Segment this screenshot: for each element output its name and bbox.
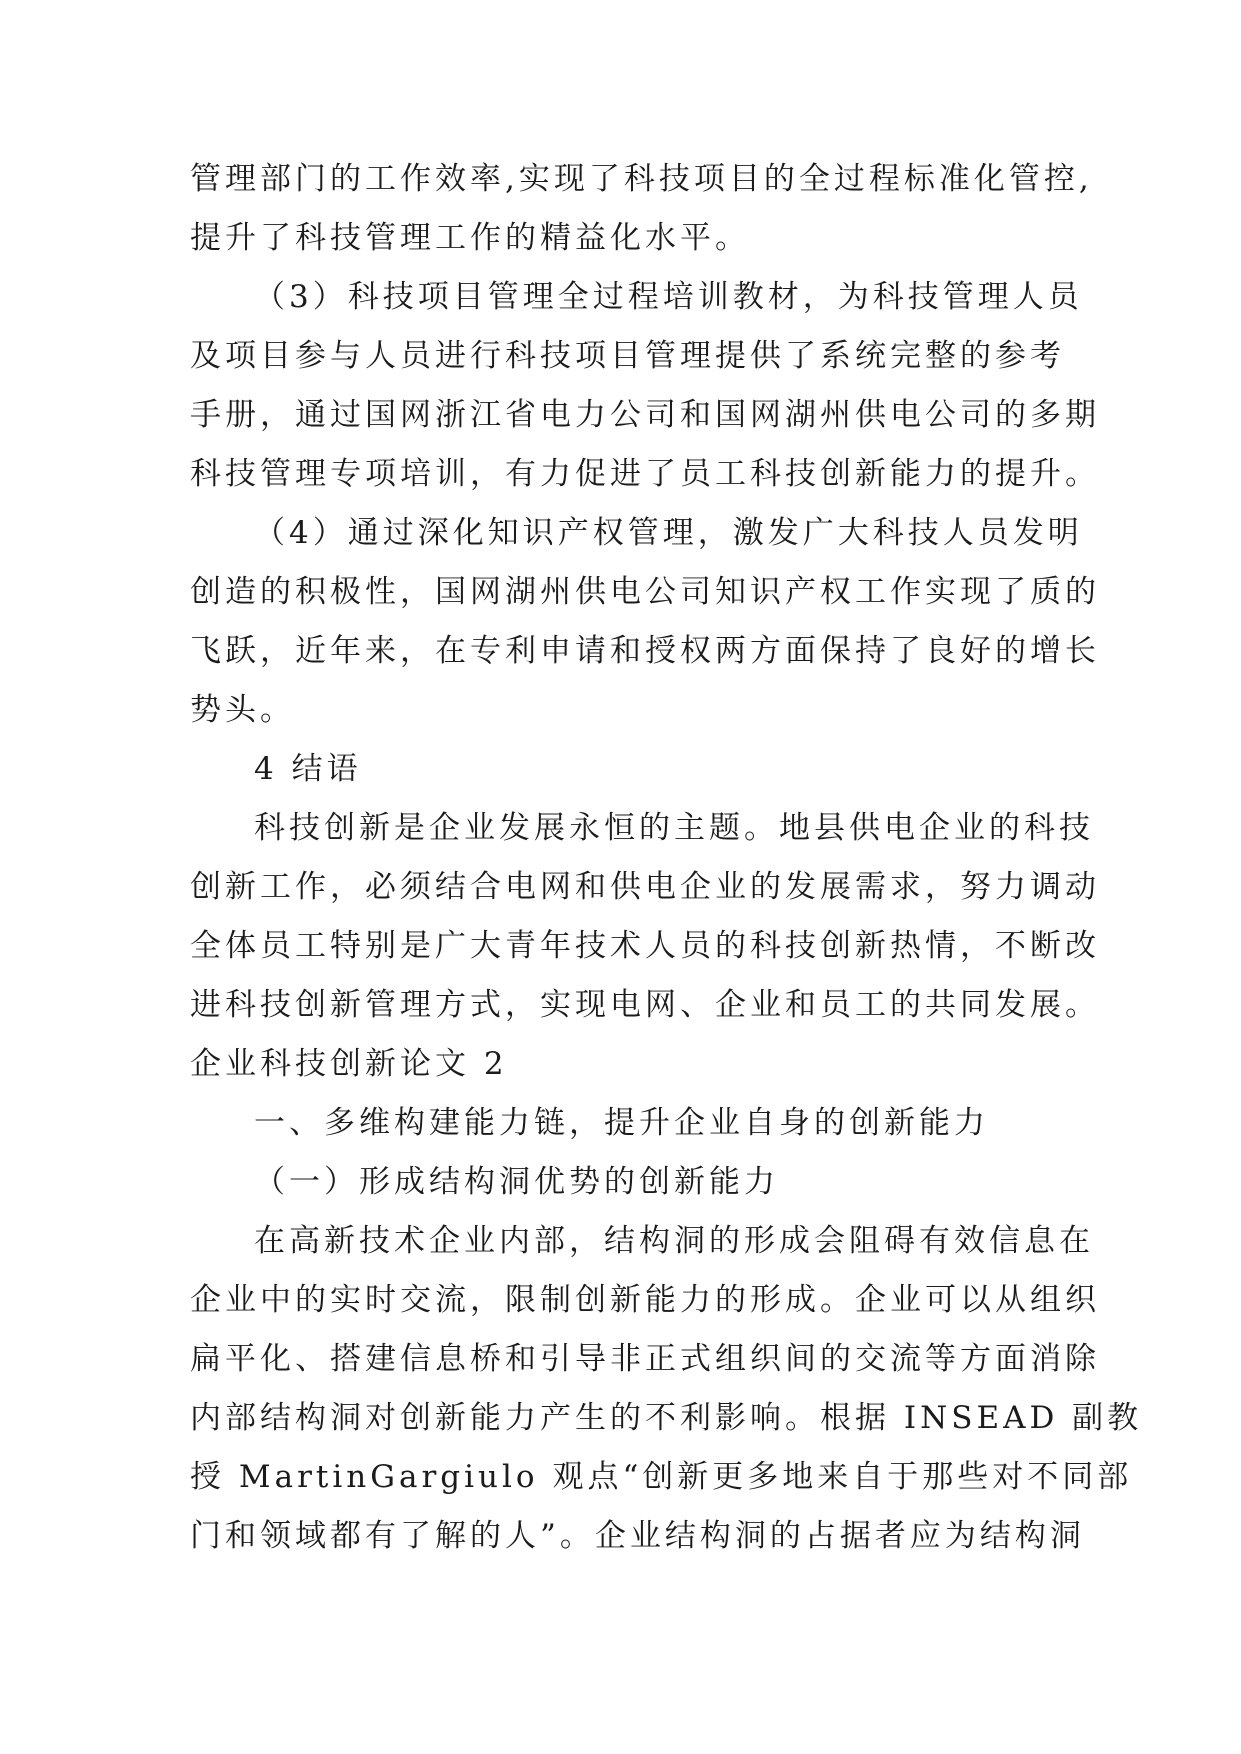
text-line: 授 MartinGargiulo 观点“创新更多地来自于那些对不同部 [190,1459,1133,1495]
text-line: 企业中的实时交流，限制创新能力的形成。企业可以从组织 [190,1282,1100,1318]
text-line: 在高新技术企业内部，结构洞的形成会阻碍有效信息在 [254,1223,1094,1259]
text-line: 管理部门的工作效率,实现了科技项目的全过程标准化管控, [190,161,1093,197]
text-line: 一、多维构建能力链，提升企业自身的创新能力 [254,1105,989,1141]
text-line: 4 结语 [254,751,362,787]
text-line: 全体员工特别是广大青年技术人员的科技创新热情，不断改 [190,928,1100,964]
text-line: 进科技创新管理方式，实现电网、企业和员工的共同发展。 [190,987,1100,1023]
text-line: 手册，通过国网浙江省电力公司和国网湖州供电公司的多期 [190,397,1100,433]
text-line: 科技创新是企业发展永恒的主题。地县供电企业的科技 [254,810,1094,846]
text-line: 门和领域都有了解的人”。企业结构洞的占据者应为结构洞 [190,1518,1085,1554]
text-line: 内部结构洞对创新能力产生的不利影响。根据 INSEAD 副教 [190,1400,1143,1436]
text-line: 及项目参与人员进行科技项目管理提供了系统完整的参考 [190,338,1065,374]
text-line: 科技管理专项培训，有力促进了员工科技创新能力的提升。 [190,456,1100,492]
text-line: （4）通过深化知识产权管理，激发广大科技人员发明 [254,515,1083,551]
text-line: 提升了科技管理工作的精益化水平。 [190,220,750,256]
text-line: 势头。 [190,692,295,728]
text-line: 创造的积极性，国网湖州供电公司知识产权工作实现了质的 [190,574,1100,610]
document-body [190,150,1143,1566]
text-line: 创新工作，必须结合电网和供电企业的发展需求，努力调动 [190,869,1100,905]
text-line: 飞跃，近年来，在专利申请和授权两方面保持了良好的增长 [190,633,1100,669]
text-line: （一）形成结构洞优势的创新能力 [254,1164,779,1200]
text-line: （3）科技项目管理全过程培训教材，为科技管理人员 [254,279,1083,315]
text-line: 扁平化、搭建信息桥和引导非正式组织间的交流等方面消除 [190,1341,1100,1377]
text-line: 企业科技创新论文 2 [190,1046,508,1082]
